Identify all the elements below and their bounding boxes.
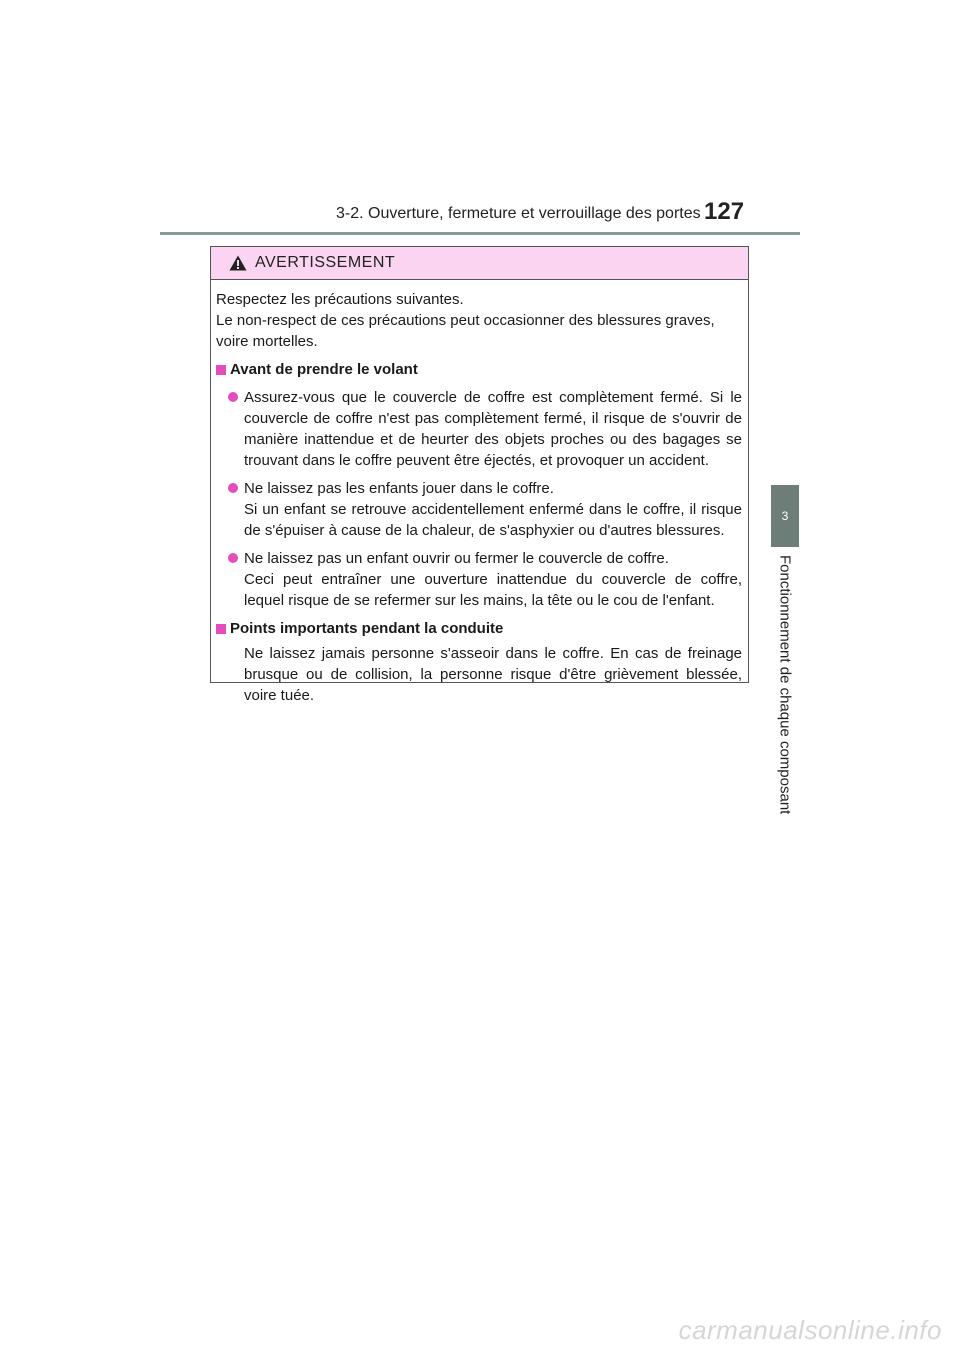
header-divider [160,232,800,235]
chapter-tab [771,485,799,547]
page-number: 127 [704,198,745,225]
warning-box [210,246,749,704]
bullet-item [216,387,742,471]
bullet-line: Ne laissez pas un enfant ouvrir ou fermer le couvercle de coffre. [244,550,669,567]
circle-bullet-icon [228,392,238,402]
bullet-line: Assurez-vous que le couvercle de coffre est complètement fermé. Si le couvercle de coffre n'est pas complètement fermé, il risque de s'ouvrir de manière inattendue et de heurter des objets proches ou des bagages se trouvant dans le coffre peuvent être éjectés, et provoquer un accident. [244,389,742,469]
warning-intro [216,289,742,352]
bullet-item [216,548,742,611]
circle-bullet-icon [228,483,238,493]
section-heading [216,359,742,380]
circle-bullet-icon [228,553,238,563]
square-bullet-icon [216,624,226,634]
warning-header [211,247,748,280]
section-heading-text: Avant de prendre le volant [230,361,418,378]
square-bullet-icon [216,365,226,375]
intro-line: Respectez les précautions suivantes. [216,291,464,308]
section-paragraph: Ne laissez jamais personne s'asseoir dans le coffre. En cas de freinage brusque ou de collision, la personne risque d'être grièvement blessée, voire tuée. [244,645,742,704]
chapter-number: 3 [781,509,789,523]
section-heading [216,618,742,639]
warning-triangle-icon [229,255,247,271]
section-title: 3-2. Ouverture, fermeture et verrouillage des portes [336,205,701,222]
intro-line: Le non-respect de ces précautions peut occasionner des blessures graves, voire mortelles. [216,312,715,350]
bullet-text [244,478,742,541]
bullet-line: Ne laissez pas les enfants jouer dans le coffre. [244,480,554,497]
watermark-logo: carmanualsonline.info [678,1315,942,1345]
bullet-text [244,548,742,611]
bullet-text [244,387,742,471]
bullet-line: Ceci peut entraîner une ouverture inattendue du couvercle de coffre, lequel risque de se refermer sur les mains, la tête ou le cou de l'enfant. [244,571,742,609]
bullet-line: Si un enfant se retrouve accidentellement enfermé dans le coffre, il risque de s'épuiser à cause de la chaleur, de s'asphyxier ou d'autres blessures. [244,501,742,539]
bullet-item [216,478,742,541]
chapter-title: Fonctionnement de chaque composant [776,555,794,815]
warning-body [211,280,748,706]
section-heading-text: Points importants pendant la conduite [230,620,504,637]
warning-title: AVERTISSEMENT [255,254,396,271]
